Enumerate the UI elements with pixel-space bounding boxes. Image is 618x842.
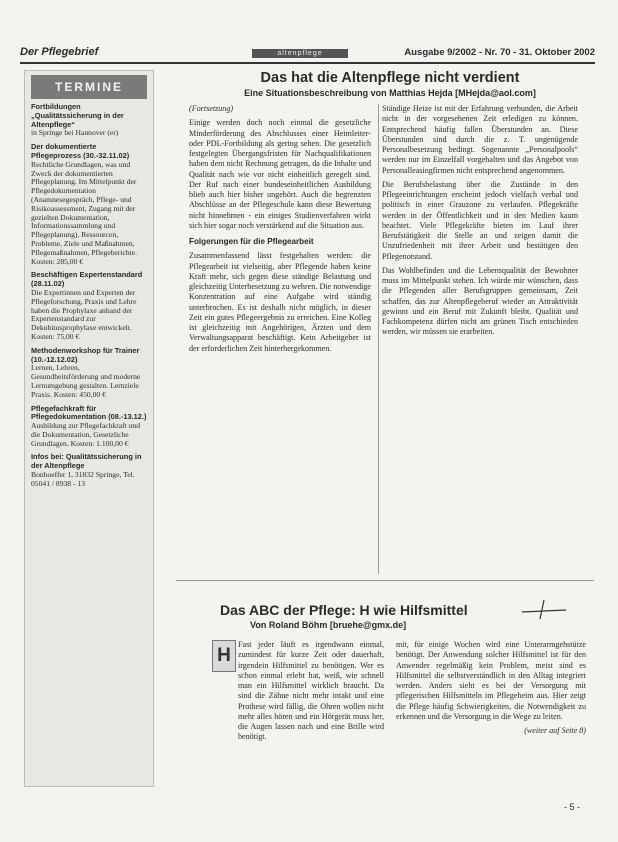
letter-h-icon [212, 640, 236, 672]
paragraph: Ständige Hetze ist mit der Erfahrung verbunden, die Arbeit nicht in der vorgesehenen Zeit erledigen zu können. Entsprechend häufig fallen Überstunden an. Diese Überstunden sind durch die z. T. ungenügende Personalbesetzung bedingt. Sogenannte „Personalpools“ werden nur im Einzelfall vorgehalten und das Angebot von Personalleasingfirmen nicht entsprechend angenommen. [382, 104, 578, 175]
abc-article-byline: Von Roland Böhm [bruehe@gmx.de] [250, 620, 407, 630]
sidebar-block-title: Beschäftigen Expertenstandard (28.11.02) [31, 270, 143, 289]
sidebar-block [31, 347, 147, 400]
termine-sidebar [24, 70, 154, 787]
sidebar-block-body: Ausbildung zur Pflegefachkraft und die Dokumentation, Gesetzliche Grundlagen. Kosten: 1.100,00 € [31, 421, 141, 448]
abc-article-title: Das ABC der Pflege: H wie Hilfsmittel [220, 602, 468, 618]
article-subtitle: Eine Situationsbeschreibung von Matthias Hejda [MHejda@aol.com] [244, 88, 536, 98]
sidebar-block [31, 405, 147, 449]
sidebar-block-body: Lernen, Lehren, Gesundheitsförderung und moderne Lernumgebung gestalten. Lernziele Praxis. Kosten: 450,00 € [31, 363, 141, 399]
initial-letter: H [217, 645, 231, 666]
sidebar-block-title: Fortbildungen „Qualitätssicherung in der Altenpflege“ [31, 102, 124, 129]
sidebar-block-body: in Springe bei Hannover (er) [31, 128, 119, 138]
abc-column-1 [238, 640, 384, 790]
paragraph: Die Berufsbelastung über die Zustände in den Pflegeeinrichtungen erscheint jedoch vielfach verbal und politisch in einer Grauzone zu verlaufen. Pflegekräfte werden in der Öffentlichkeit und in den Medien kaum beachtet. Viele Pflegekräfte bieten im Lauf ihrer Berufstätigkeit die Stelle an und zeigen damit die Unzufriedenheit mit ihrer Arbeit und bestätigen den Pflegenotstand. [382, 179, 578, 261]
signature-mark-icon [520, 598, 568, 620]
paragraph: Das Wohlbefinden und die Lebensqualität der Bewohner muss im Mittelpunkt stehen. Ich würde mir wünschen, dass die Pflegenden aller Berufsgruppen gemeinsam, Zeit schaffen, das zur Altenpflegeberuf wieder an Attraktivität gewinnt und ein Beruf mit Zukunft bleibt. Qualität und Fachkompetenz dürfen nicht am grünen Tisch entschieden werden, wir müssen sie erarbeiten. [382, 265, 578, 337]
sidebar-block-title: Infos bei: Qualitätssicherung in der Altenpflege [31, 452, 142, 471]
article-column-2 [382, 104, 578, 574]
continued-link[interactable]: (weiter auf Seite 8) [524, 726, 586, 735]
sidebar-block-body: Die Expertinnen und Experten der Pflegeforschung, Praxis und Lehre haben die Prophylaxe anhand der Expertenstandard zur Dekubitusprophylaxe entwickelt. Kosten: 75,00 € [31, 287, 137, 341]
sidebar-block [31, 271, 147, 341]
article-separator [176, 580, 594, 581]
sidebar-block-body: Rechtliche Grundlagen, was und Zweck der dokumentierten Pflegeplanung. Im Mittelpunkt der Pflegedokumentation (Anamnesegespräch, Pflege- und Risikoassessment, Zugang mit der gezielten Dokumentation, Informationssammlung und Pflegeplanung), Ressourcen, Probleme, Ziele und Maßnahmen, Pflegemaßnahmen, Pflegeberichte. Kosten: 285,00 € [31, 159, 138, 266]
article-column-1 [189, 104, 371, 574]
publisher-logo: altenpflege [252, 49, 348, 58]
sidebar-block-body: Bonhoeffer 1, 31832 Springe, Tel. 05041 / 8938 - 13 [31, 470, 135, 488]
abc-column-2 [396, 640, 586, 790]
page-number: - 5 - [563, 802, 580, 812]
sidebar-block-title: Methodenworkshop für Trainer (10.-12.12.02) [31, 345, 140, 364]
newsletter-title: Der Pflegebrief [20, 46, 99, 58]
column-divider [378, 104, 379, 574]
header-rule [20, 62, 595, 64]
page-header [20, 46, 595, 62]
paragraph: Fast jeder läuft es irgendwann einmal, zumindest für kurze Zeit oder dauerhaft, irgendein Hilfsmittel zu benötigen. Wer es schon einmal erlebt hat, weiß, wie schnell man ein Hilfsmittel wirklich braucht. Da sind die Zähne nicht mehr intakt und eine Prothese wird fällig, die Ohren wollen nicht mehr alles hören und ein Hörgerät muss her, die Augen lassen nach und eine Brille wird benötigt. [238, 640, 384, 742]
sidebar-block-title: Der dokumentierte Pflegeprozess (30.-32.11.02) [31, 142, 130, 160]
issue-info: Ausgabe 9/2002 - Nr. 70 - 31. Oktober 2002 [404, 47, 595, 58]
article-title: Das hat die Altenpflege nicht verdient [260, 70, 520, 86]
sidebar-heading: TERMINE [31, 75, 147, 99]
sidebar-block [31, 453, 147, 488]
paragraph: Zusammenfassend lässt festgehalten werden: die Pflegearbeit ist vielseitig, aber Pflegende haben keine Kraft mehr, sich gegen diese ständige Belastung und gleichzeitig Unterbesetzung zu wehren. Die notwendige Konzentration auf eine Aufgabe wird ständig unterbrochen. Es ist deshalb nicht möglich, in dieser Zeit ein gutes Pflegeergebnis zu erreichen. Eine Kolleg ist gleichzeitig mit Angehörigen, Ärzten und dem Verwaltungsapparat beschäftigt. Kein Arbeitgeber ist der erforderlichen Zeit hinterhergekommen. [189, 251, 371, 353]
continued-note: (Fortsetzung) [189, 104, 234, 113]
section-heading: Folgerungen für die Pflegearbeit [189, 237, 314, 246]
paragraph: Einige werden doch noch einmal die gesetzliche Minderförderung des Abschlusses einer Heimleiter- oder PDL-Fortbildung als gering sehen. Die gesetzlich festgelegten Übergangsfristen für Nachqualifikationen haben dem nicht Rechnung getragen, da die Inhalte und Qualität nach wie vor nicht einheitlich geregelt sind. Der Ruf nach einer bundeseinheitlichen Ausbildung blieb auch hier bisher ungehört. Auch die begrenzten Abschlüsse an der Pflegeschule kann diese Bewertung nicht hinnehmen - ein einiges Studienverfahren wirkt sich hier sogar noch verstärkend auf die Situation aus. [189, 118, 371, 230]
sidebar-block [31, 143, 147, 266]
sidebar-block-title: Pflegefachkraft für Pflegedokumentation (08.-13.12.) [31, 403, 147, 422]
paragraph: mit, für einige Wochen wird eine Unterarmgehstütze benötigt. Der Anwendung solcher Hilfsmittel ist für den Anwender regelmäßig kein Problem, meist sind es Hilfsmittel die selbstverständlich in den Alltag integriert werden. Anders sieht es bei der Versorgung mit pflegerischen Hilfsmitteln im Pflegeheim aus. Hier zeigt die Pflege häufig Schwierigkeiten, die Notwendigkeit zu erkennen und die Versorgung in die Wege zu leiten. [396, 640, 586, 721]
sidebar-block [31, 103, 147, 138]
